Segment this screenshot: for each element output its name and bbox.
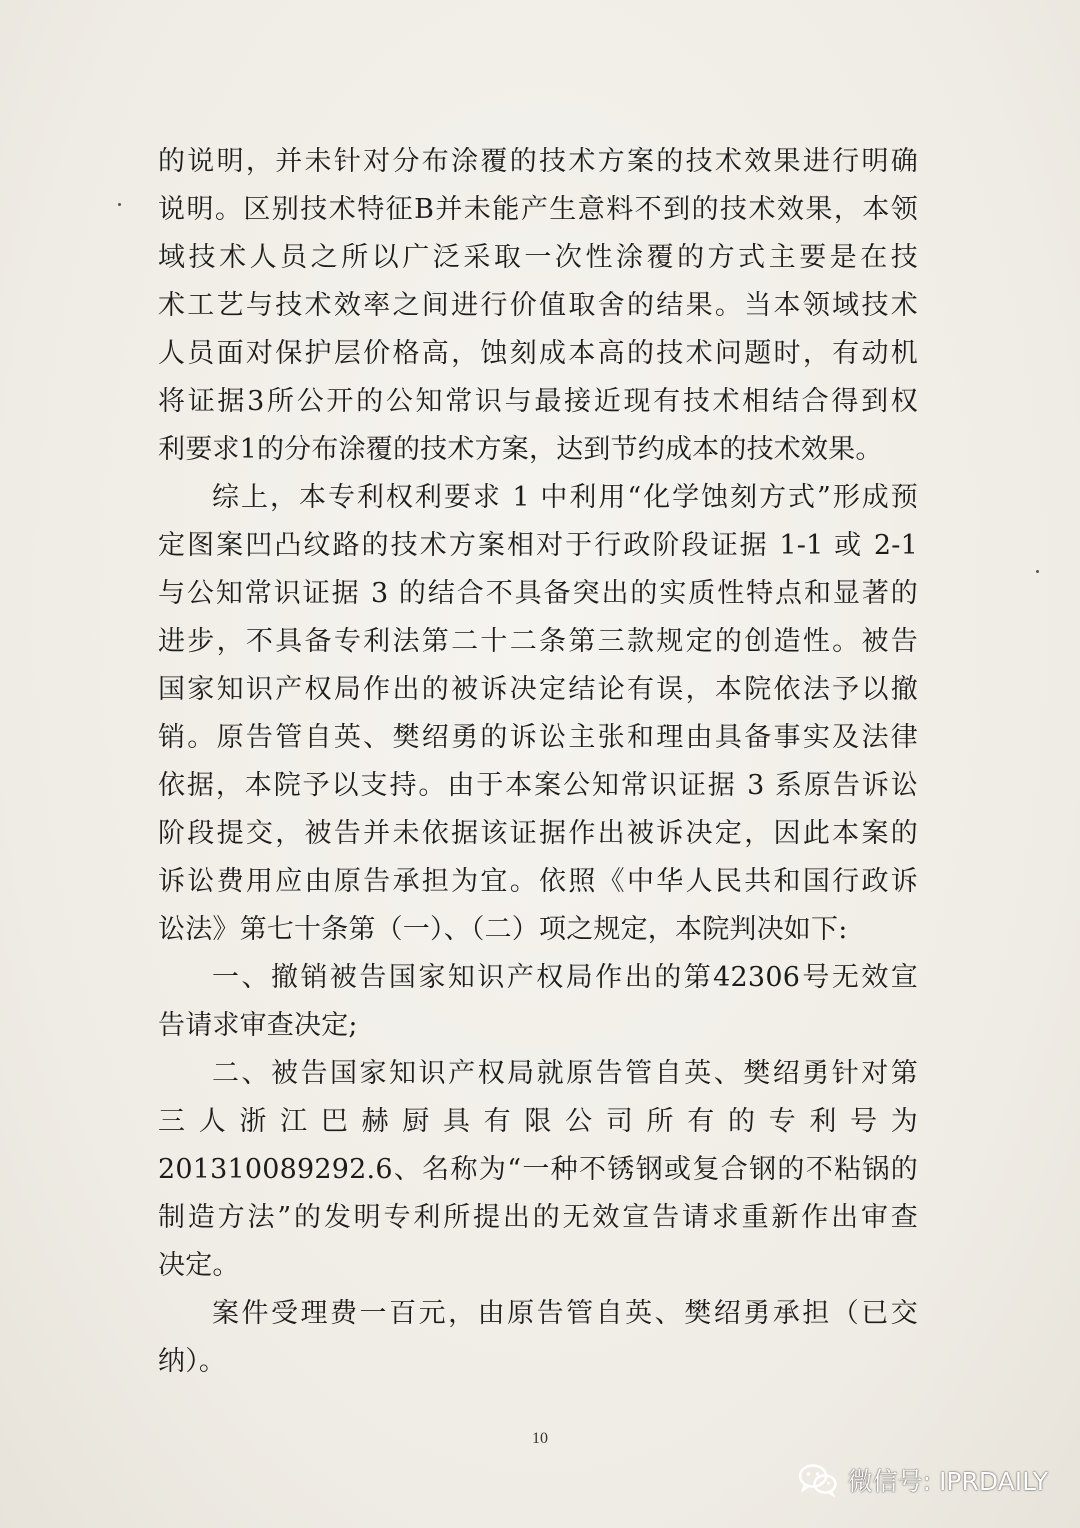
text-line: 将证据3所公开的公知常识与最接近现有技术相结合得到权 bbox=[158, 386, 918, 417]
text-line: 案件受理费一百元，由原告管自英、樊绍勇承担（已交 bbox=[212, 1298, 918, 1329]
wechat-logo-icon bbox=[798, 1463, 838, 1497]
judgment-body-text bbox=[158, 138, 918, 1386]
text-line: 综上，本专利权利要求 1 中利用“化学蚀刻方式”形成预 bbox=[212, 482, 918, 513]
text-line: 讼法》第七十条第（一）、（二）项之规定，本院判决如下: bbox=[158, 914, 848, 945]
text-line: 说明。区别技术特征B并未能产生意料不到的技术效果，本领 bbox=[158, 194, 918, 225]
text-line: 三人浙江巴赫厨具有限公司所有的专利号为 bbox=[158, 1106, 918, 1137]
scan-speck bbox=[118, 203, 121, 206]
text-line: 制造方法”的发明专利所提出的无效宣告请求重新作出审查 bbox=[158, 1202, 918, 1233]
text-line: 术工艺与技术效率之间进行价值取舍的结果。当本领域技术 bbox=[158, 290, 918, 321]
text-line: 依据，本院予以支持。由于本案公知常识证据 3 系原告诉讼 bbox=[158, 770, 918, 801]
scan-speck bbox=[1036, 570, 1039, 573]
text-line: 国家知识产权局作出的被诉决定结论有误，本院依法予以撤 bbox=[158, 674, 918, 705]
text-line: 二、被告国家知识产权局就原告管自英、樊绍勇针对第 bbox=[212, 1058, 918, 1089]
text-line: 的说明，并未针对分布涂覆的技术方案的技术效果进行明确 bbox=[158, 146, 918, 177]
text-line: 阶段提交，被告并未依据该证据作出被诉决定，因此本案的 bbox=[158, 818, 918, 849]
text-line: 与公知常识证据 3 的结合不具备突出的实质性特点和显著的 bbox=[158, 578, 918, 609]
page-number: 10 bbox=[532, 1430, 548, 1447]
text-line: 人员面对保护层价格高，蚀刻成本高的技术问题时，有动机 bbox=[158, 338, 918, 369]
text-line: 纳）。 bbox=[158, 1346, 227, 1377]
text-line: 定图案凹凸纹路的技术方案相对于行政阶段证据 1-1 或 2-1 bbox=[158, 530, 918, 561]
text-line: 一、撤销被告国家知识产权局作出的第42306号无效宣 bbox=[212, 962, 918, 993]
text-line: 决定。 bbox=[158, 1250, 240, 1281]
text-line: 201310089292.6、名称为“一种不锈钢或复合钢的不粘锅的 bbox=[158, 1154, 918, 1185]
text-line: 诉讼费用应由原告承担为宜。依照《中华人民共和国行政诉 bbox=[158, 866, 918, 897]
text-line: 域技术人员之所以广泛采取一次性涂覆的方式主要是在技 bbox=[158, 242, 918, 273]
watermark-text: 微信号: IPRDAILY bbox=[847, 1467, 1048, 1496]
text-line: 利要求1的分布涂覆的技术方案，达到节约成本的技术效果。 bbox=[158, 434, 883, 465]
text-line: 销。原告管自英、樊绍勇的诉讼主张和理由具备事实及法律 bbox=[158, 722, 918, 753]
text-line: 进步，不具备专利法第二十二条第三款规定的创造性。被告 bbox=[158, 626, 918, 657]
wechat-watermark bbox=[798, 1460, 1048, 1500]
text-line: 告请求审查决定; bbox=[158, 1010, 358, 1041]
